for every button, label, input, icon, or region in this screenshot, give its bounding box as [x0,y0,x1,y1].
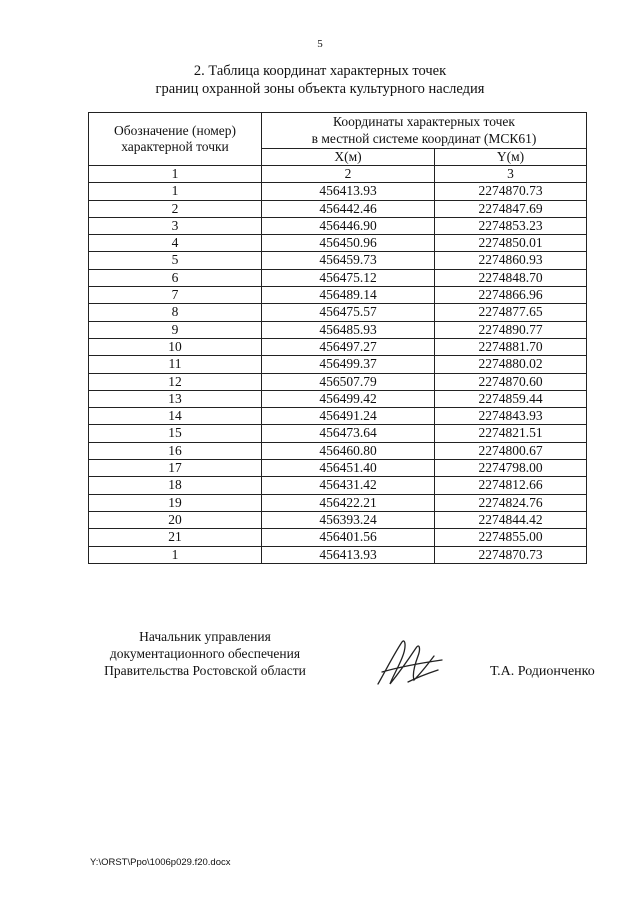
position-line-1: Начальник управления [139,629,271,644]
header-y: Y(м) [435,149,587,166]
point-id-cell: 1 [89,183,262,200]
x-coordinate-cell: 456473.64 [262,425,435,442]
point-id-cell: 9 [89,321,262,338]
point-id-cell: 16 [89,442,262,459]
x-coordinate-cell: 456422.21 [262,494,435,511]
y-coordinate-cell: 2274853.23 [435,217,587,234]
table-row [89,529,587,546]
point-id-cell: 8 [89,304,262,321]
y-coordinate-cell: 2274855.00 [435,529,587,546]
table-row [89,546,587,563]
table-row [89,408,587,425]
table-row [89,269,587,286]
point-id-cell: 19 [89,494,262,511]
point-id-cell: 14 [89,408,262,425]
table-row [89,373,587,390]
table-row [89,425,587,442]
coordinates-table [88,112,587,564]
table-row [89,494,587,511]
title-line-1: 2. Таблица координат характерных точек [193,63,447,79]
x-coordinate-cell: 456475.57 [262,304,435,321]
table-row [89,304,587,321]
point-id-cell: 11 [89,356,262,373]
table-row [89,442,587,459]
signer-name: Т.А. Родионченко [490,664,595,679]
position-line-2: документационного обеспечения [109,646,301,661]
point-id-cell: 17 [89,460,262,477]
table-row [89,321,587,338]
y-coordinate-cell: 2274860.93 [435,252,587,269]
y-coordinate-cell: 2274859.44 [435,390,587,407]
table-header [89,113,587,166]
y-coordinate-cell: 2274880.02 [435,356,587,373]
point-id-cell: 10 [89,338,262,355]
x-coordinate-cell: 456499.42 [262,390,435,407]
y-coordinate-cell: 2274870.73 [435,546,587,563]
point-id-cell: 18 [89,477,262,494]
header-point-id [89,113,262,166]
title-line-2: границ охранной зоны объекта культурного наследия [155,81,485,97]
y-coordinate-cell: 2274866.96 [435,287,587,304]
x-coordinate-cell: 456460.80 [262,442,435,459]
y-coordinate-cell: 2274798.00 [435,460,587,477]
point-id-cell: 21 [89,529,262,546]
x-coordinate-cell: 456451.40 [262,460,435,477]
index-cell: 2 [262,166,435,183]
table-row [89,356,587,373]
index-cell: 3 [435,166,587,183]
position-line-3: Правительства Ростовской области [104,663,306,678]
header-coordinates [262,113,587,149]
x-coordinate-cell: 456489.14 [262,287,435,304]
x-coordinate-cell: 456507.79 [262,373,435,390]
index-cell: 1 [89,166,262,183]
table-row [89,390,587,407]
x-coordinate-cell: 456450.96 [262,235,435,252]
point-id-cell: 2 [89,200,262,217]
point-id-cell: 13 [89,390,262,407]
header-coords-line-2: в местной системе координат (МСК61) [311,130,537,146]
x-coordinate-cell: 456459.73 [262,252,435,269]
point-id-cell: 5 [89,252,262,269]
point-id-cell: 15 [89,425,262,442]
x-coordinate-cell: 456497.27 [262,338,435,355]
x-coordinate-cell: 456413.93 [262,183,435,200]
index-row [89,166,587,183]
y-coordinate-cell: 2274870.73 [435,183,587,200]
point-id-cell: 12 [89,373,262,390]
x-coordinate-cell: 456446.90 [262,217,435,234]
signer-position [90,628,320,679]
y-coordinate-cell: 2274844.42 [435,511,587,528]
x-coordinate-cell: 456485.93 [262,321,435,338]
x-coordinate-cell: 456491.24 [262,408,435,425]
table-row [89,217,587,234]
table-row [89,183,587,200]
header-x: X(м) [262,149,435,166]
y-coordinate-cell: 2274847.69 [435,200,587,217]
point-id-cell: 7 [89,287,262,304]
y-coordinate-cell: 2274800.67 [435,442,587,459]
table-row [89,460,587,477]
x-coordinate-cell: 456475.12 [262,269,435,286]
header-coords-line-1: Координаты характерных точек [333,114,515,129]
y-coordinate-cell: 2274881.70 [435,338,587,355]
file-path: Y:\ORST\Ppo\1006p029.f20.docx [90,857,231,868]
point-id-cell: 1 [89,546,262,563]
x-coordinate-cell: 456393.24 [262,511,435,528]
y-coordinate-cell: 2274812.66 [435,477,587,494]
point-id-cell: 3 [89,217,262,234]
table-row [89,252,587,269]
y-coordinate-cell: 2274848.70 [435,269,587,286]
y-coordinate-cell: 2274821.51 [435,425,587,442]
handwritten-signature [372,634,452,696]
y-coordinate-cell: 2274850.01 [435,235,587,252]
table-row [89,511,587,528]
x-coordinate-cell: 456413.93 [262,546,435,563]
table-row [89,200,587,217]
header-point-line-1: Обозначение (номер) [114,122,236,138]
x-coordinate-cell: 456499.37 [262,356,435,373]
table-row [89,477,587,494]
table-body [89,166,587,564]
table-row [89,287,587,304]
y-coordinate-cell: 2274877.65 [435,304,587,321]
document-title [0,62,640,98]
header-point-line-2: характерной точки [121,139,229,154]
page-number: 5 [317,38,323,50]
y-coordinate-cell: 2274843.93 [435,408,587,425]
x-coordinate-cell: 456401.56 [262,529,435,546]
y-coordinate-cell: 2274890.77 [435,321,587,338]
y-coordinate-cell: 2274824.76 [435,494,587,511]
point-id-cell: 4 [89,235,262,252]
table-row [89,235,587,252]
table-row [89,338,587,355]
point-id-cell: 6 [89,269,262,286]
y-coordinate-cell: 2274870.60 [435,373,587,390]
point-id-cell: 20 [89,511,262,528]
x-coordinate-cell: 456431.42 [262,477,435,494]
x-coordinate-cell: 456442.46 [262,200,435,217]
